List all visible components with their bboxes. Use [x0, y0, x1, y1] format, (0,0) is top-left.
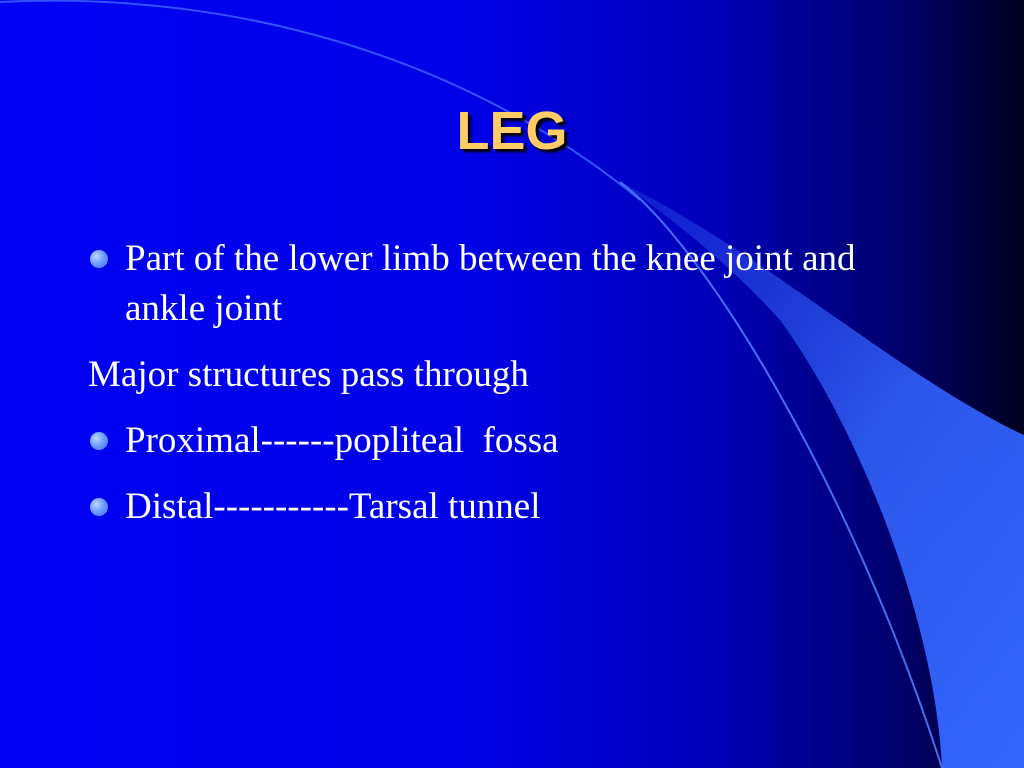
- bullet-icon: [90, 432, 108, 450]
- plain-text: Major structures pass through: [88, 354, 529, 395]
- bullet-text: Part of the lower limb between the knee joint and ankle joint: [125, 238, 865, 329]
- slide-content: [88, 234, 888, 548]
- bullet-text: Distal-----------Tarsal tunnel: [125, 486, 541, 527]
- bullet-icon: [90, 498, 108, 516]
- bullet-item: [88, 416, 888, 466]
- bullet-text: Proximal------popliteal fossa: [125, 420, 559, 461]
- bullet-item: [88, 482, 888, 532]
- slide-title: LEG: [456, 101, 568, 161]
- plain-text-item: [88, 350, 888, 400]
- bullet-icon: [90, 250, 108, 268]
- bullet-item: [88, 234, 888, 334]
